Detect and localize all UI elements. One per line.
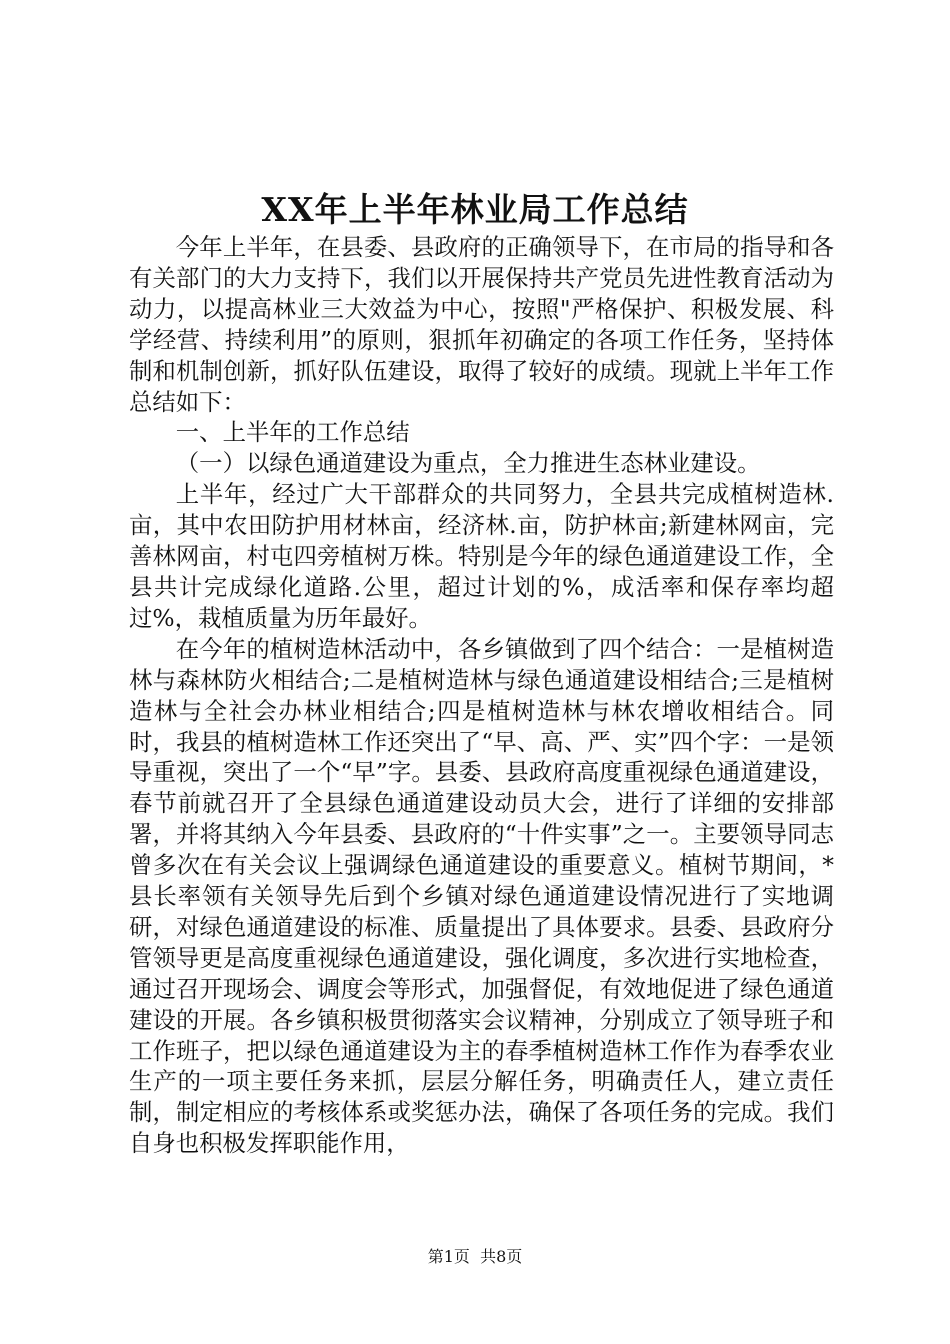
section-heading: 一、上半年的工作总结	[175, 418, 410, 447]
document-title: XX年上半年林业局工作总结	[261, 190, 689, 229]
intro-paragraph: 今年上半年，在县委、县政府的正确领导下，在市局的指导和各有关部门的大力支持下，我们以开展保持共产党员先进性教育活动为动力，以提高林业三大效益为中心，按照"严格保护、积极发展、科学经营、持续利用”的原则，狠抓年初确定的各项工作任务，坚持体制和机制创新，抓好队伍建设，取得了较好的成绩。现就上半年工作总结如下：	[129, 233, 834, 416]
page-number: 第1页	[427, 1247, 470, 1266]
page-total: 共8页	[480, 1247, 523, 1266]
subsection-heading: （一）以绿色通道建设为重点，全力推进生态林业建设。	[175, 449, 761, 478]
page-footer	[0, 1247, 950, 1267]
body-paragraph: 在今年的植树造林活动中，各乡镇做到了四个结合：一是植树造林与森林防火相结合;二是植树造林与绿色通道建设相结合;三是植树造林与全社会办林业相结合;四是植树造林与林农增收相结合。同时，我县的植树造林工作还突出了“早、高、严、实”四个字：一是领导重视，突出了一个“早”字。县委、县政府高度重视绿色通道建设，春节前就召开了全县绿色通道建设动员大会，进行了详细的安排部署，并将其纳入今年县委、县政府的“十件实事”之一。主要领导同志曾多次在有关会议上强调绿色通道建设的重要意义。植树节期间，*县长率领有关领导先后到个乡镇对绿色通道建设情况进行了实地调研，对绿色通道建设的标准、质量提出了具体要求。县委、县政府分管领导更是高度重视绿色通道建设，强化调度，多次进行实地检查，通过召开现场会、调度会等形式，加强督促，有效地促进了绿色通道建设的开展。各乡镇积极贯彻落实会议精神，分别成立了领导班子和工作班子，把以绿色通道建设为主的春季植树造林工作作为春季农业生产的一项主要任务来抓，层层分解任务，明确责任人，建立责任制，制定相应的考核体系或奖惩办法，确保了各项任务的完成。我们自身也积极发挥职能作用，	[129, 634, 834, 1158]
body-paragraph: 上半年，经过广大干部群众的共同努力，全县共完成植树造林.亩，其中农田防护用材林亩，经济林.亩，防护林亩;新建林网亩，完善林网亩，村屯四旁植树万株。特别是今年的绿色通道建设工作，全县共计完成绿化道路.公里，超过计划的%，成活率和保存率均超过%，栽植质量为历年最好。	[129, 480, 834, 632]
document-body	[129, 232, 834, 1159]
